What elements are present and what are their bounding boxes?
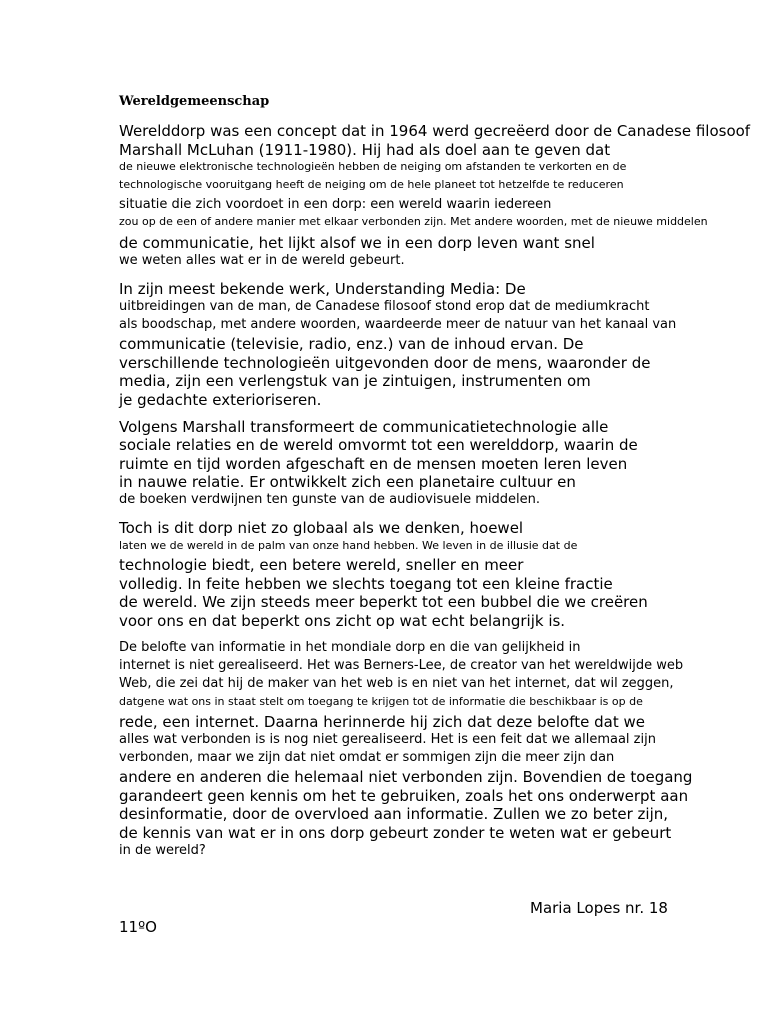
text-line: ruimte en tijd worden afgeschaft en de mensen moeten leren leven (119, 455, 628, 473)
text-line: de nieuwe elektronische technologieën hebben de neiging om afstanden te verkorten en de (119, 160, 627, 173)
text-line: verschillende technologieën uitgevonden door de mens, waaronder de (119, 354, 651, 372)
text-line: rede, een internet. Daarna herinnerde hij zich dat deze belofte dat we (119, 713, 645, 731)
text-line: media, zijn een verlengstuk van je zintuigen, instrumenten om (119, 372, 591, 390)
text-line: de communicatie, het lijkt alsof we in een dorp leven want snel (119, 234, 595, 252)
text-line: desinformatie, door de overvloed aan informatie. Zullen we zo beter zijn, (119, 805, 669, 823)
text-line: internet is niet gerealiseerd. Het was Berners-Lee, de creator van het wereldwijde web (119, 658, 684, 673)
text-line: we weten alles wat er in de wereld gebeurt. (119, 253, 405, 268)
text-line: Web, die zei dat hij de maker van het web is en niet van het internet, dat wil zeggen, (119, 676, 674, 691)
text-line: De belofte van informatie in het mondiale dorp en die van gelijkheid in (119, 640, 581, 655)
text-line: de kennis van wat er in ons dorp gebeurt zonder te weten wat er gebeurt (119, 824, 672, 842)
text-line: Werelddorp was een concept dat in 1964 werd gecreëerd door de Canadese filosoof (119, 122, 751, 140)
document-title: Wereldgemeenschap (119, 94, 270, 109)
text-line: communicatie (televisie, radio, enz.) van de inhoud ervan. De (119, 335, 584, 353)
class-label: 11ºO (119, 918, 157, 936)
text-line: uitbreidingen van de man, de Canadese filosoof stond erop dat de mediumkracht (119, 299, 650, 314)
text-line: andere en anderen die helemaal niet verbonden zijn. Bovendien de toegang (119, 768, 693, 786)
text-line: als boodschap, met andere woorden, waardeerde meer de natuur van het kanaal van (119, 317, 677, 332)
text-line: Toch is dit dorp niet zo globaal als we denken, hoewel (119, 519, 524, 537)
text-line: volledig. In feite hebben we slechts toegang tot een kleine fractie (119, 575, 613, 593)
text-line: je gedachte exterioriseren. (119, 391, 322, 409)
text-line: laten we de wereld in de palm van onze hand hebben. We leven in de illusie dat de (119, 539, 578, 552)
text-line: de wereld. We zijn steeds meer beperkt tot een bubbel die we creëren (119, 593, 648, 611)
text-line: technologie biedt, een betere wereld, sneller en meer (119, 556, 524, 574)
text-line: Volgens Marshall transformeert de communicatietechnologie alle (119, 418, 609, 436)
text-line: technologische vooruitgang heeft de neiging om de hele planeet tot hetzelfde te reduceren (119, 178, 624, 191)
text-line: verbonden, maar we zijn dat niet omdat er sommigen zijn die meer zijn dan (119, 750, 615, 765)
text-line: in nauwe relatie. Er ontwikkelt zich een planetaire cultuur en (119, 473, 576, 491)
text-line: In zijn meest bekende werk, Understanding Media: De (119, 280, 526, 298)
text-line: alles wat verbonden is is nog niet gerealiseerd. Het is een feit dat we allemaal zijn (119, 732, 656, 747)
text-line: situatie die zich voordoet in een dorp: een wereld waarin iedereen (119, 197, 552, 212)
text-line: in de wereld? (119, 843, 206, 858)
author-line: Maria Lopes nr. 18 (530, 899, 668, 917)
text-line: zou op de een of andere manier met elkaar verbonden zijn. Met andere woorden, met de nieuwe middelen (119, 215, 708, 228)
text-line: datgene wat ons in staat stelt om toegang te krijgen tot de informatie die beschikbaar is op de (119, 695, 643, 708)
text-line: de boeken verdwijnen ten gunste van de audiovisuele middelen. (119, 492, 540, 507)
text-line: Marshall McLuhan (1911-1980). Hij had als doel aan te geven dat (119, 141, 611, 159)
text-line: sociale relaties en de wereld omvormt tot een werelddorp, waarin de (119, 436, 638, 454)
text-line: voor ons en dat beperkt ons zicht op wat echt belangrijk is. (119, 612, 566, 630)
text-line: garandeert geen kennis om het te gebruiken, zoals het ons onderwerpt aan (119, 787, 689, 805)
